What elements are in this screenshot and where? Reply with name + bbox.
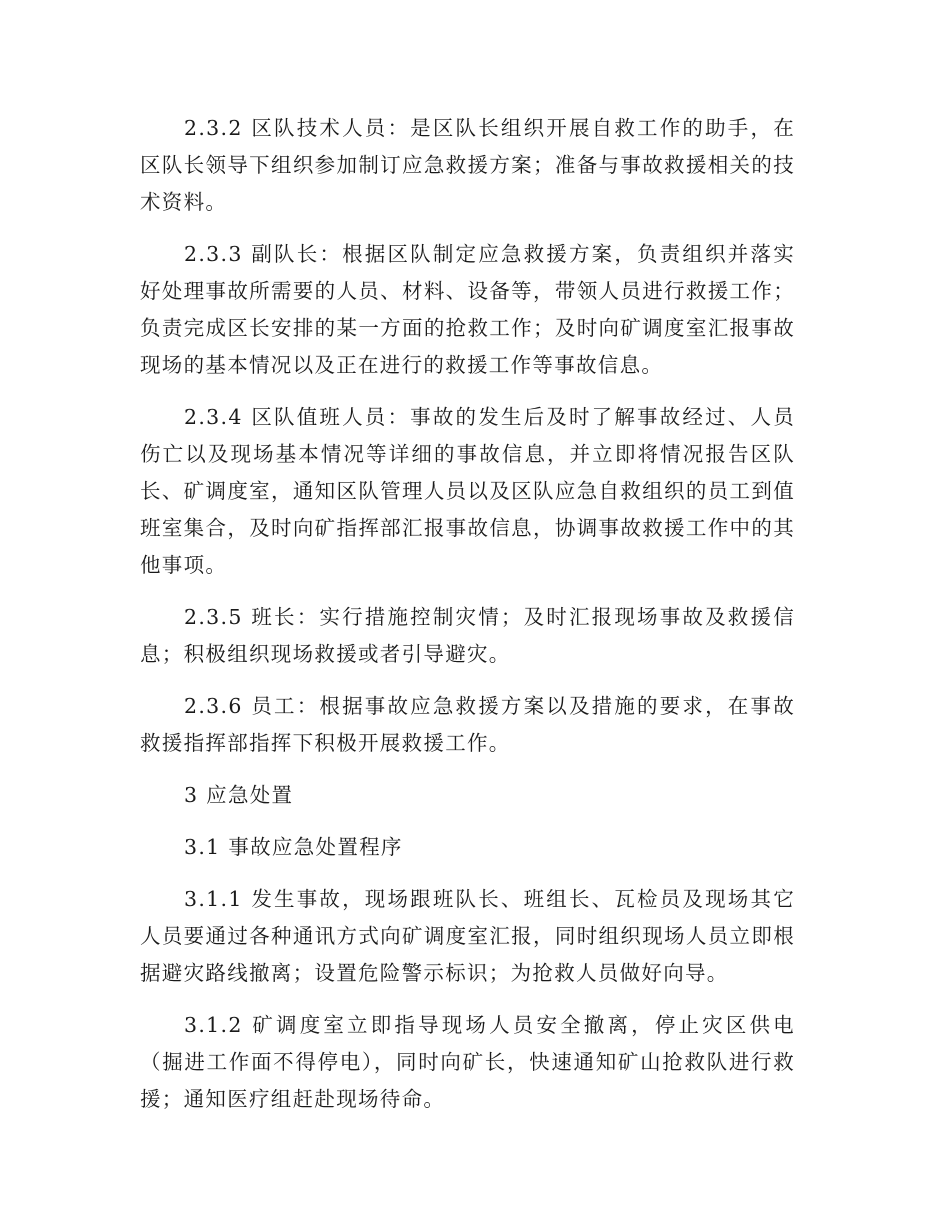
paragraph-2-3-3: 2.3.3 副队长：根据区队制定应急救援方案，负责组织并落实好处理事故所需要的人员、材料、设备等，带领人员进行救援工作；负责完成区长安排的某一方面的抢救工作；及时向矿调度室汇报事故现场的基本情况以及正在进行的救援工作等事故信息。	[140, 242, 795, 377]
paragraph-3-1-2: 3.1.2 矿调度室立即指导现场人员安全撤离，停止灾区供电（掘进工作面不得停电），同时向矿长，快速通知矿山抢救队进行救援；通知医疗组赶赴现场待命。	[140, 1013, 795, 1111]
paragraph-2-3-6: 2.3.6 员工：根据事故应急救援方案以及措施的要求，在事故救援指挥部指挥下积极开展救援工作。	[140, 694, 795, 755]
paragraph-3-1-1: 3.1.1 发生事故，现场跟班队长、班组长、瓦检员及现场其它人员要通过各种通讯方式向矿调度室汇报，同时组织现场人员立即根据避灾路线撤离；设置危险警示标识；为抢救人员做好向导。	[140, 887, 795, 985]
document-body	[140, 110, 795, 1133]
paragraph-2-3-2: 2.3.2 区队技术人员：是区队长组织开展自救工作的助手，在区队长领导下组织参加制订应急救援方案；准备与事故救援相关的技术资料。	[140, 116, 795, 214]
paragraph-2-3-5: 2.3.5 班长：实行措施控制灾情；及时汇报现场事故及救援信息；积极组织现场救援或者引导避灾。	[140, 605, 795, 666]
paragraph-2-3-4: 2.3.4 区队值班人员：事故的发生后及时了解事故经过、人员伤亡以及现场基本情况等详细的事故信息，并立即将情况报告区队长、矿调度室，通知区队管理人员以及区队应急自救组织的员工到值班室集合，及时向矿指挥部汇报事故信息，协调事故救援工作中的其他事项。	[140, 405, 795, 577]
section-heading-3: 3 应急处置	[184, 783, 294, 807]
section-heading-3-1: 3.1 事故应急处置程序	[184, 835, 403, 859]
